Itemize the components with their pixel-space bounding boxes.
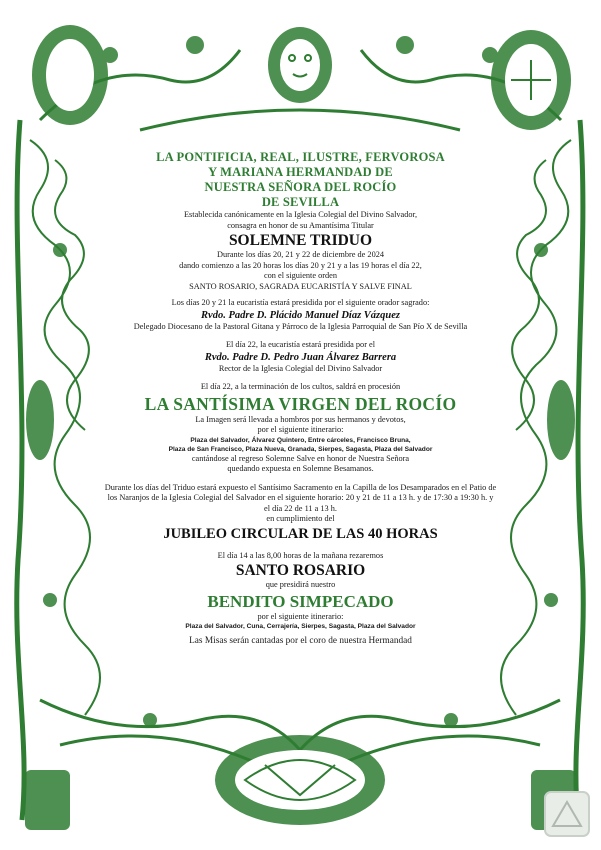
preacher1-name: Rvdo. Padre D. Plácido Manuel Díaz Vázquez <box>201 309 400 321</box>
procession-line1: La Imagen será llevada a hombros por sus hermanos y devotos, <box>195 414 406 424</box>
rosario-title: SANTO ROSARIO <box>235 562 366 579</box>
dedication-text: consagra en honor de su Amantísima Titular <box>227 220 374 230</box>
procession-line3: cantándose al regreso Solemne Salve en honor de Nuestra Señora <box>191 453 410 463</box>
triduo-title: SOLEMNE TRIDUO <box>228 232 373 249</box>
procession-line4: quedando expuesta en Solemne Besamanos. <box>227 464 374 473</box>
triduo-order: SANTO ROSARIO, SAGRADA EUCARISTÍA Y SALVE FINAL <box>189 281 412 291</box>
preacher1-role: Delegado Diocesano de la Pastoral Gitana y Párroco de la Iglesia Parroquial de San Pío X de Sevilla <box>133 321 468 331</box>
rosario-line2: por el siguiente itinerario: <box>257 611 344 621</box>
triduo-dates: Durante los días 20, 21 y 22 de diciembre de 2024 <box>216 250 385 259</box>
jubileo-line3: el día 22 de 11 a 13 h. <box>264 503 337 513</box>
preacher2-role: Rector de la Iglesia Colegial del Divino Salvador <box>218 363 383 373</box>
jubileo-line1: Durante los días del Triduo estará expuesto el Santísimo Sacramento en la Capilla de los Desamparados en el Patio de <box>104 482 497 492</box>
procession-line2: por el siguiente itinerario: <box>257 425 344 434</box>
closing-text: Las Misas serán cantadas por el coro de nuestra Hermandad <box>189 636 412 646</box>
title-line-1: LA PONTIFICIA, REAL, ILUSTRE, FERVOROSA <box>156 150 445 164</box>
rosario-route: Plaza del Salvador, Cuna, Cerrajería, Sierpes, Sagasta, Plaza del Salvador <box>185 623 416 630</box>
procession-route1: Plaza del Salvador, Álvarez Quintero, Entre cárceles, Francisco Bruna, <box>190 436 411 444</box>
establishment-text: Establecida canónicamente en la Iglesia Colegial del Divino Salvador, <box>183 210 418 219</box>
triduo-times: dando comienzo a las 20 horas los días 20 y 21 y a las 19 horas el día 22, <box>179 260 422 270</box>
preacher2-name: Rvdo. Padre D. Pedro Juan Álvarez Barrera <box>204 351 397 363</box>
poster-content <box>80 150 521 647</box>
simpecado-title: BENDITO SIMPECADO <box>207 591 394 611</box>
brotherhood-title <box>80 150 521 210</box>
title-line-4: DE SEVILLA <box>261 195 340 209</box>
jubileo-line4: en cumplimiento del <box>266 514 335 523</box>
procession-route2: Plaza de San Francisco, Plaza Nueva, Granada, Sierpes, Sagasta, Plaza del Salvador <box>168 445 433 453</box>
rosario-intro: El día 14 a las 8,00 horas de la mañana rezaremos <box>217 550 384 560</box>
preacher2-intro: El día 22, la eucaristía estará presidida por el <box>225 340 376 349</box>
watermark-seal-icon <box>543 790 591 838</box>
title-line-3: NUESTRA SEÑORA DEL ROCÍO <box>204 180 397 194</box>
rosario-line1: que presidirá nuestro <box>265 580 336 589</box>
triduo-order-intro: con el siguiente orden <box>263 271 338 280</box>
title-line-2: Y MARIANA HERMANDAD DE <box>208 165 393 179</box>
jubileo-line2: los Naranjos de la Iglesia Colegial del Salvador en el siguiente horario: 20 y 21 de 11 a 13 h. y de 17:30 a 19:30 h. y <box>107 493 494 502</box>
jubileo-title: JUBILEO CIRCULAR DE LAS 40 HORAS <box>163 525 438 542</box>
procession-intro: El día 22, a la terminación de los cultos, saldrá en procesión <box>200 382 401 391</box>
preacher1-intro: Los días 20 y 21 la eucaristía estará presidida por el siguiente orador sagrado: <box>171 298 430 307</box>
procession-title: LA SANTÍSIMA VIRGEN DEL ROCÍO <box>144 393 457 414</box>
